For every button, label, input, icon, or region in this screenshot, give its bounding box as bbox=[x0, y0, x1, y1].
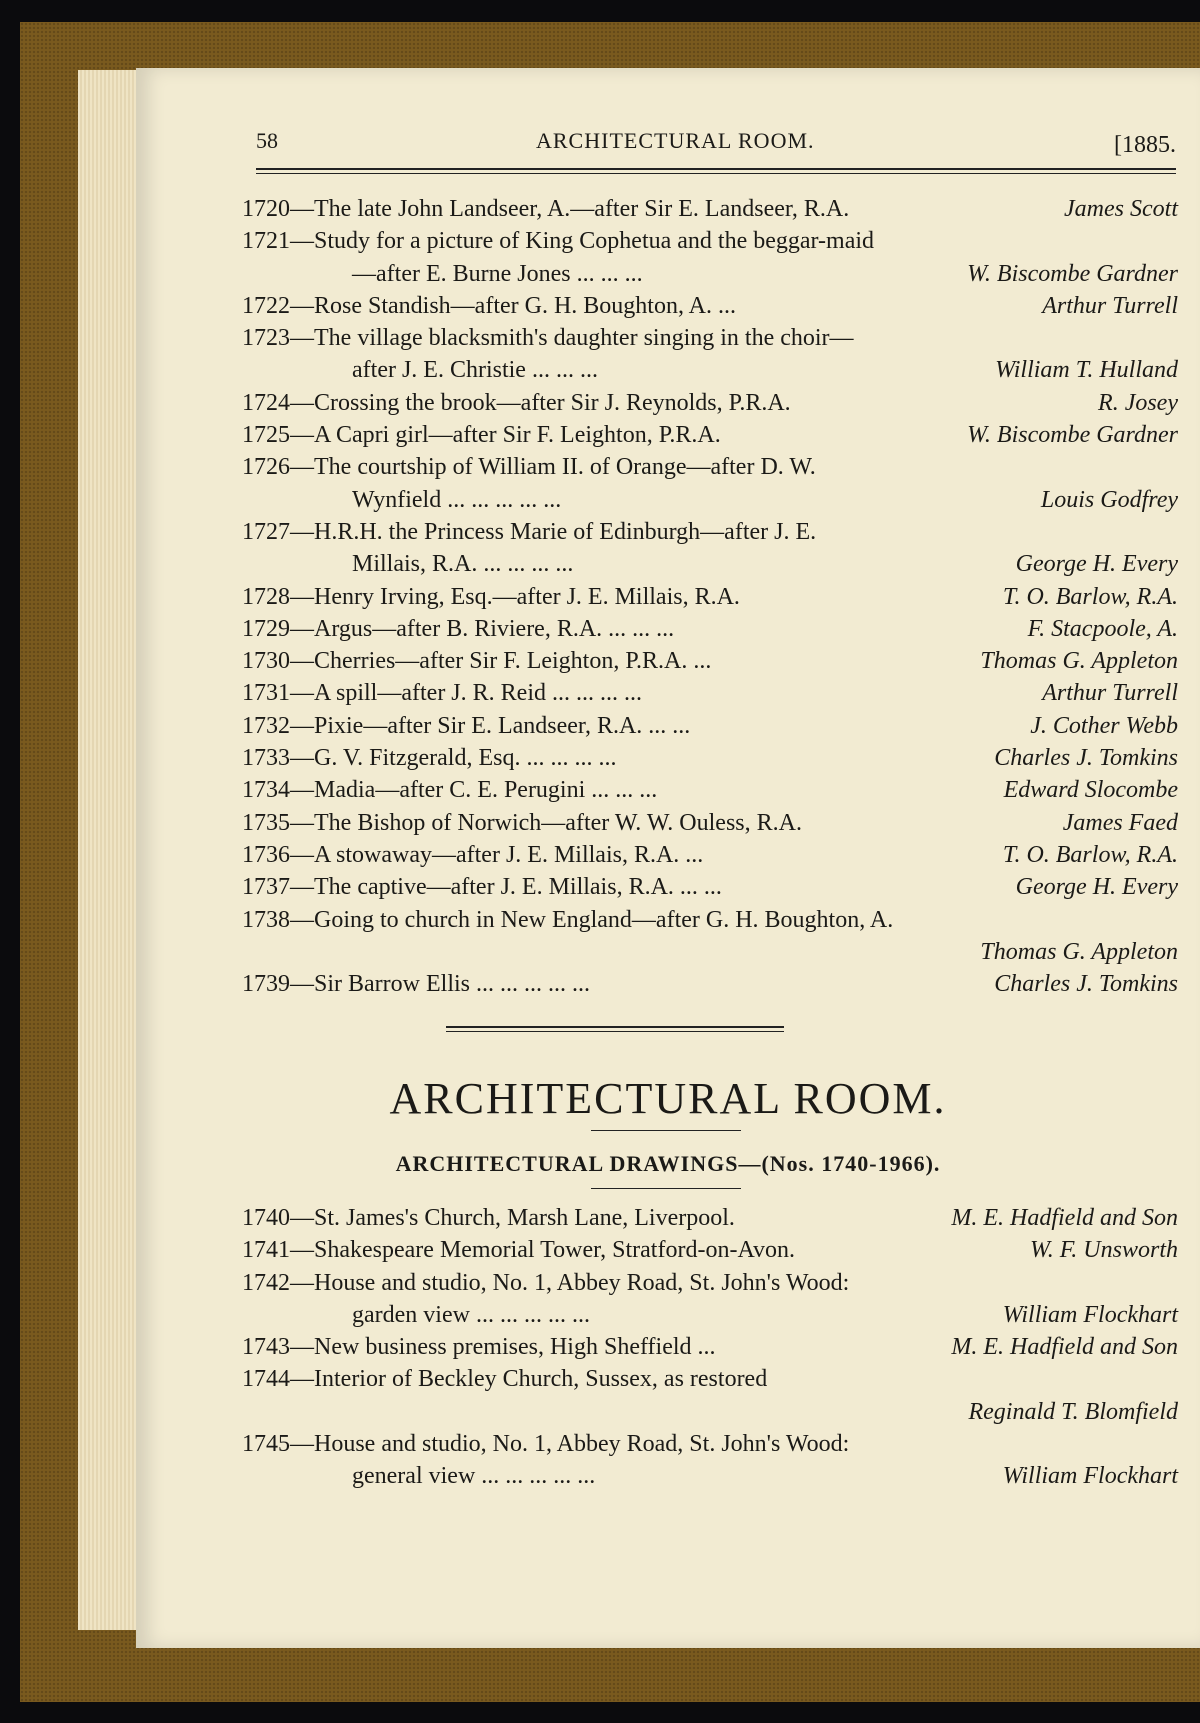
catalogue-entry bbox=[242, 451, 1178, 483]
header-rule bbox=[256, 168, 1176, 174]
catalogue-entry bbox=[242, 1300, 1178, 1332]
entry-artist: Charles J. Tomkins bbox=[994, 745, 1178, 772]
entry-title: 1721—Study for a picture of King Cophetua and the beggar-maid bbox=[242, 228, 875, 255]
title-rule bbox=[591, 1130, 741, 1131]
entry-artist: Arthur Turrell bbox=[1042, 292, 1178, 319]
running-title: ARCHITECTURAL ROOM. bbox=[536, 128, 815, 153]
catalogue-entry bbox=[242, 193, 1178, 225]
catalogue-entry bbox=[242, 774, 1178, 806]
entry-artist: Louis Godfrey bbox=[1040, 486, 1178, 513]
catalogue-entry bbox=[242, 1461, 1178, 1493]
entry-title: Wynfield ... ... ... ... ... bbox=[352, 486, 562, 513]
catalogue-entry bbox=[242, 387, 1178, 419]
subtitle-rule bbox=[591, 1188, 741, 1189]
engravings-list bbox=[242, 193, 1178, 1000]
entry-artist: W. Biscombe Gardner bbox=[967, 422, 1178, 449]
entry-artist: M. E. Hadfield and Son bbox=[951, 1334, 1178, 1361]
entry-title: 1725—A Capri girl—after Sir F. Leighton, P.R.A. bbox=[242, 422, 721, 449]
entry-title: 1726—The courtship of William II. of Orange—after D. W. bbox=[242, 454, 816, 481]
entry-title: 1739—Sir Barrow Ellis ... ... ... ... ... bbox=[242, 971, 590, 998]
entry-title: 1724—Crossing the brook—after Sir J. Reynolds, P.R.A. bbox=[242, 389, 791, 416]
entry-artist: Thomas G. Appleton bbox=[980, 648, 1178, 675]
catalogue-entry bbox=[242, 1235, 1178, 1267]
catalogue-entry bbox=[242, 1364, 1178, 1396]
entry-title: 1730—Cherries—after Sir F. Leighton, P.R.A. ... bbox=[242, 648, 712, 675]
entry-artist bbox=[1166, 322, 1178, 354]
entry-title: 1722—Rose Standish—after G. H. Boughton, A. ... bbox=[242, 292, 736, 319]
catalogue-entry bbox=[242, 1397, 1178, 1429]
catalogue-entry bbox=[242, 936, 1178, 968]
catalogue-entry bbox=[242, 807, 1178, 839]
entry-artist bbox=[1166, 1268, 1178, 1300]
catalogue-entry bbox=[242, 484, 1178, 516]
entry-title: 1744—Interior of Beckley Church, Sussex, as restored bbox=[242, 1366, 768, 1393]
entry-title: 1729—Argus—after B. Riviere, R.A. ... ... ... bbox=[242, 615, 675, 642]
entry-artist: Arthur Turrell bbox=[1042, 680, 1178, 707]
entry-artist: T. O. Barlow, R.A. bbox=[1002, 841, 1178, 868]
entry-title: 1736—A stowaway—after J. E. Millais, R.A. ... bbox=[242, 841, 704, 868]
entry-artist: Thomas G. Appleton bbox=[980, 938, 1178, 965]
entry-artist: George H. Every bbox=[1015, 551, 1178, 578]
entry-artist: Reginald T. Blomfield bbox=[968, 1398, 1178, 1425]
catalogue-entry bbox=[242, 839, 1178, 871]
section-title: ARCHITECTURAL ROOM. bbox=[389, 1074, 947, 1123]
entry-artist bbox=[1166, 904, 1178, 936]
catalogue-entry bbox=[242, 1203, 1178, 1235]
entry-title: 1738—Going to church in New England—after G. H. Boughton, A. bbox=[242, 906, 894, 933]
entry-title: general view ... ... ... ... ... bbox=[352, 1463, 596, 1490]
entry-artist: William T. Hulland bbox=[995, 357, 1178, 384]
catalogue-entry bbox=[242, 677, 1178, 709]
catalogue-entry bbox=[242, 581, 1178, 613]
entry-title: 1745—House and studio, No. 1, Abbey Road, St. John's Wood: bbox=[242, 1431, 850, 1458]
entry-artist: William Flockhart bbox=[1002, 1463, 1178, 1490]
entry-title: 1735—The Bishop of Norwich—after W. W. Ouless, R.A. bbox=[242, 809, 802, 836]
entry-title: 1733—G. V. Fitzgerald, Esq. ... ... ... ... bbox=[242, 745, 617, 772]
entry-artist: Charles J. Tomkins bbox=[994, 971, 1178, 998]
entry-title: 1743—New business premises, High Sheffield ... bbox=[242, 1334, 716, 1361]
entry-title: Millais, R.A. ... ... ... ... bbox=[352, 551, 574, 578]
catalogue-entry bbox=[242, 613, 1178, 645]
entry-artist: Edward Slocombe bbox=[1003, 777, 1178, 804]
catalogue-entry bbox=[242, 322, 1178, 354]
entry-artist: W. Biscombe Gardner bbox=[967, 260, 1178, 287]
page-number: 58 bbox=[256, 128, 278, 153]
catalogue-entry bbox=[242, 258, 1178, 290]
running-header bbox=[256, 128, 1176, 168]
entry-artist: J. Cother Webb bbox=[1030, 712, 1178, 739]
entry-title: 1728—Henry Irving, Esq.—after J. E. Millais, R.A. bbox=[242, 583, 740, 610]
catalogue-entry bbox=[242, 516, 1178, 548]
entry-title: 1742—House and studio, No. 1, Abbey Road, St. John's Wood: bbox=[242, 1269, 850, 1296]
entry-artist: F. Stacpoole, A. bbox=[1027, 615, 1178, 642]
entry-title: 1731—A spill—after J. R. Reid ... ... ... ... bbox=[242, 680, 642, 707]
catalogue-entry bbox=[242, 968, 1178, 1000]
entry-artist: James Scott bbox=[1064, 196, 1178, 222]
entry-artist: T. O. Barlow, R.A. bbox=[1002, 583, 1178, 610]
entry-title: 1737—The captive—after J. E. Millais, R.A. ... ... bbox=[242, 874, 722, 901]
book-page bbox=[136, 68, 1200, 1648]
entry-artist: William Flockhart bbox=[1002, 1301, 1178, 1328]
entry-artist bbox=[1166, 516, 1178, 548]
entry-artist: James Faed bbox=[1062, 809, 1178, 836]
section-subtitle: ARCHITECTURAL DRAWINGS—(Nos. 1740-1966). bbox=[395, 1151, 941, 1176]
catalogue-entry bbox=[242, 1268, 1178, 1300]
entry-artist: W. F. Unsworth bbox=[1029, 1237, 1178, 1264]
header-year: [1885. bbox=[1114, 132, 1176, 158]
entry-title: garden view ... ... ... ... ... bbox=[352, 1301, 590, 1328]
catalogue-entry bbox=[242, 290, 1178, 322]
catalogue-entry bbox=[242, 354, 1178, 386]
entry-title: 1723—The village blacksmith's daughter singing in the choir— bbox=[242, 325, 854, 352]
catalogue-entry bbox=[242, 419, 1178, 451]
catalogue-entry bbox=[242, 871, 1178, 903]
section-divider bbox=[446, 1026, 784, 1032]
entry-title: 1732—Pixie—after Sir E. Landseer, R.A. ... ... bbox=[242, 712, 691, 739]
entry-title: 1727—H.R.H. the Princess Marie of Edinburgh—after J. E. bbox=[242, 518, 817, 545]
catalogue-entry bbox=[242, 1332, 1178, 1364]
catalogue-entry bbox=[242, 904, 1178, 936]
entry-artist: R. Josey bbox=[1098, 389, 1178, 416]
drawings-list bbox=[242, 1203, 1178, 1494]
entry-artist bbox=[1166, 1429, 1178, 1461]
entry-title: 1734—Madia—after C. E. Perugini ... ... ... bbox=[242, 777, 658, 804]
entry-artist: M. E. Hadfield and Son bbox=[951, 1205, 1178, 1231]
entry-title: —after E. Burne Jones ... ... ... bbox=[352, 260, 643, 287]
entry-artist bbox=[1166, 225, 1178, 257]
entry-title: after J. E. Christie ... ... ... bbox=[352, 357, 598, 384]
entry-title: 1720—The late John Landseer, A.—after Sir E. Landseer, R.A. bbox=[242, 196, 850, 222]
entry-title: 1741—Shakespeare Memorial Tower, Stratford-on-Avon. bbox=[242, 1237, 795, 1264]
catalogue-entry bbox=[242, 742, 1178, 774]
entry-artist bbox=[1166, 451, 1178, 483]
entry-title: 1740—St. James's Church, Marsh Lane, Liverpool. bbox=[242, 1205, 735, 1231]
entry-artist bbox=[1166, 1364, 1178, 1396]
catalogue-entry bbox=[242, 225, 1178, 257]
catalogue-entry bbox=[242, 1429, 1178, 1461]
catalogue-entry bbox=[242, 710, 1178, 742]
entry-artist: George H. Every bbox=[1015, 874, 1178, 901]
catalogue-entry bbox=[242, 645, 1178, 677]
catalogue-entry bbox=[242, 548, 1178, 580]
